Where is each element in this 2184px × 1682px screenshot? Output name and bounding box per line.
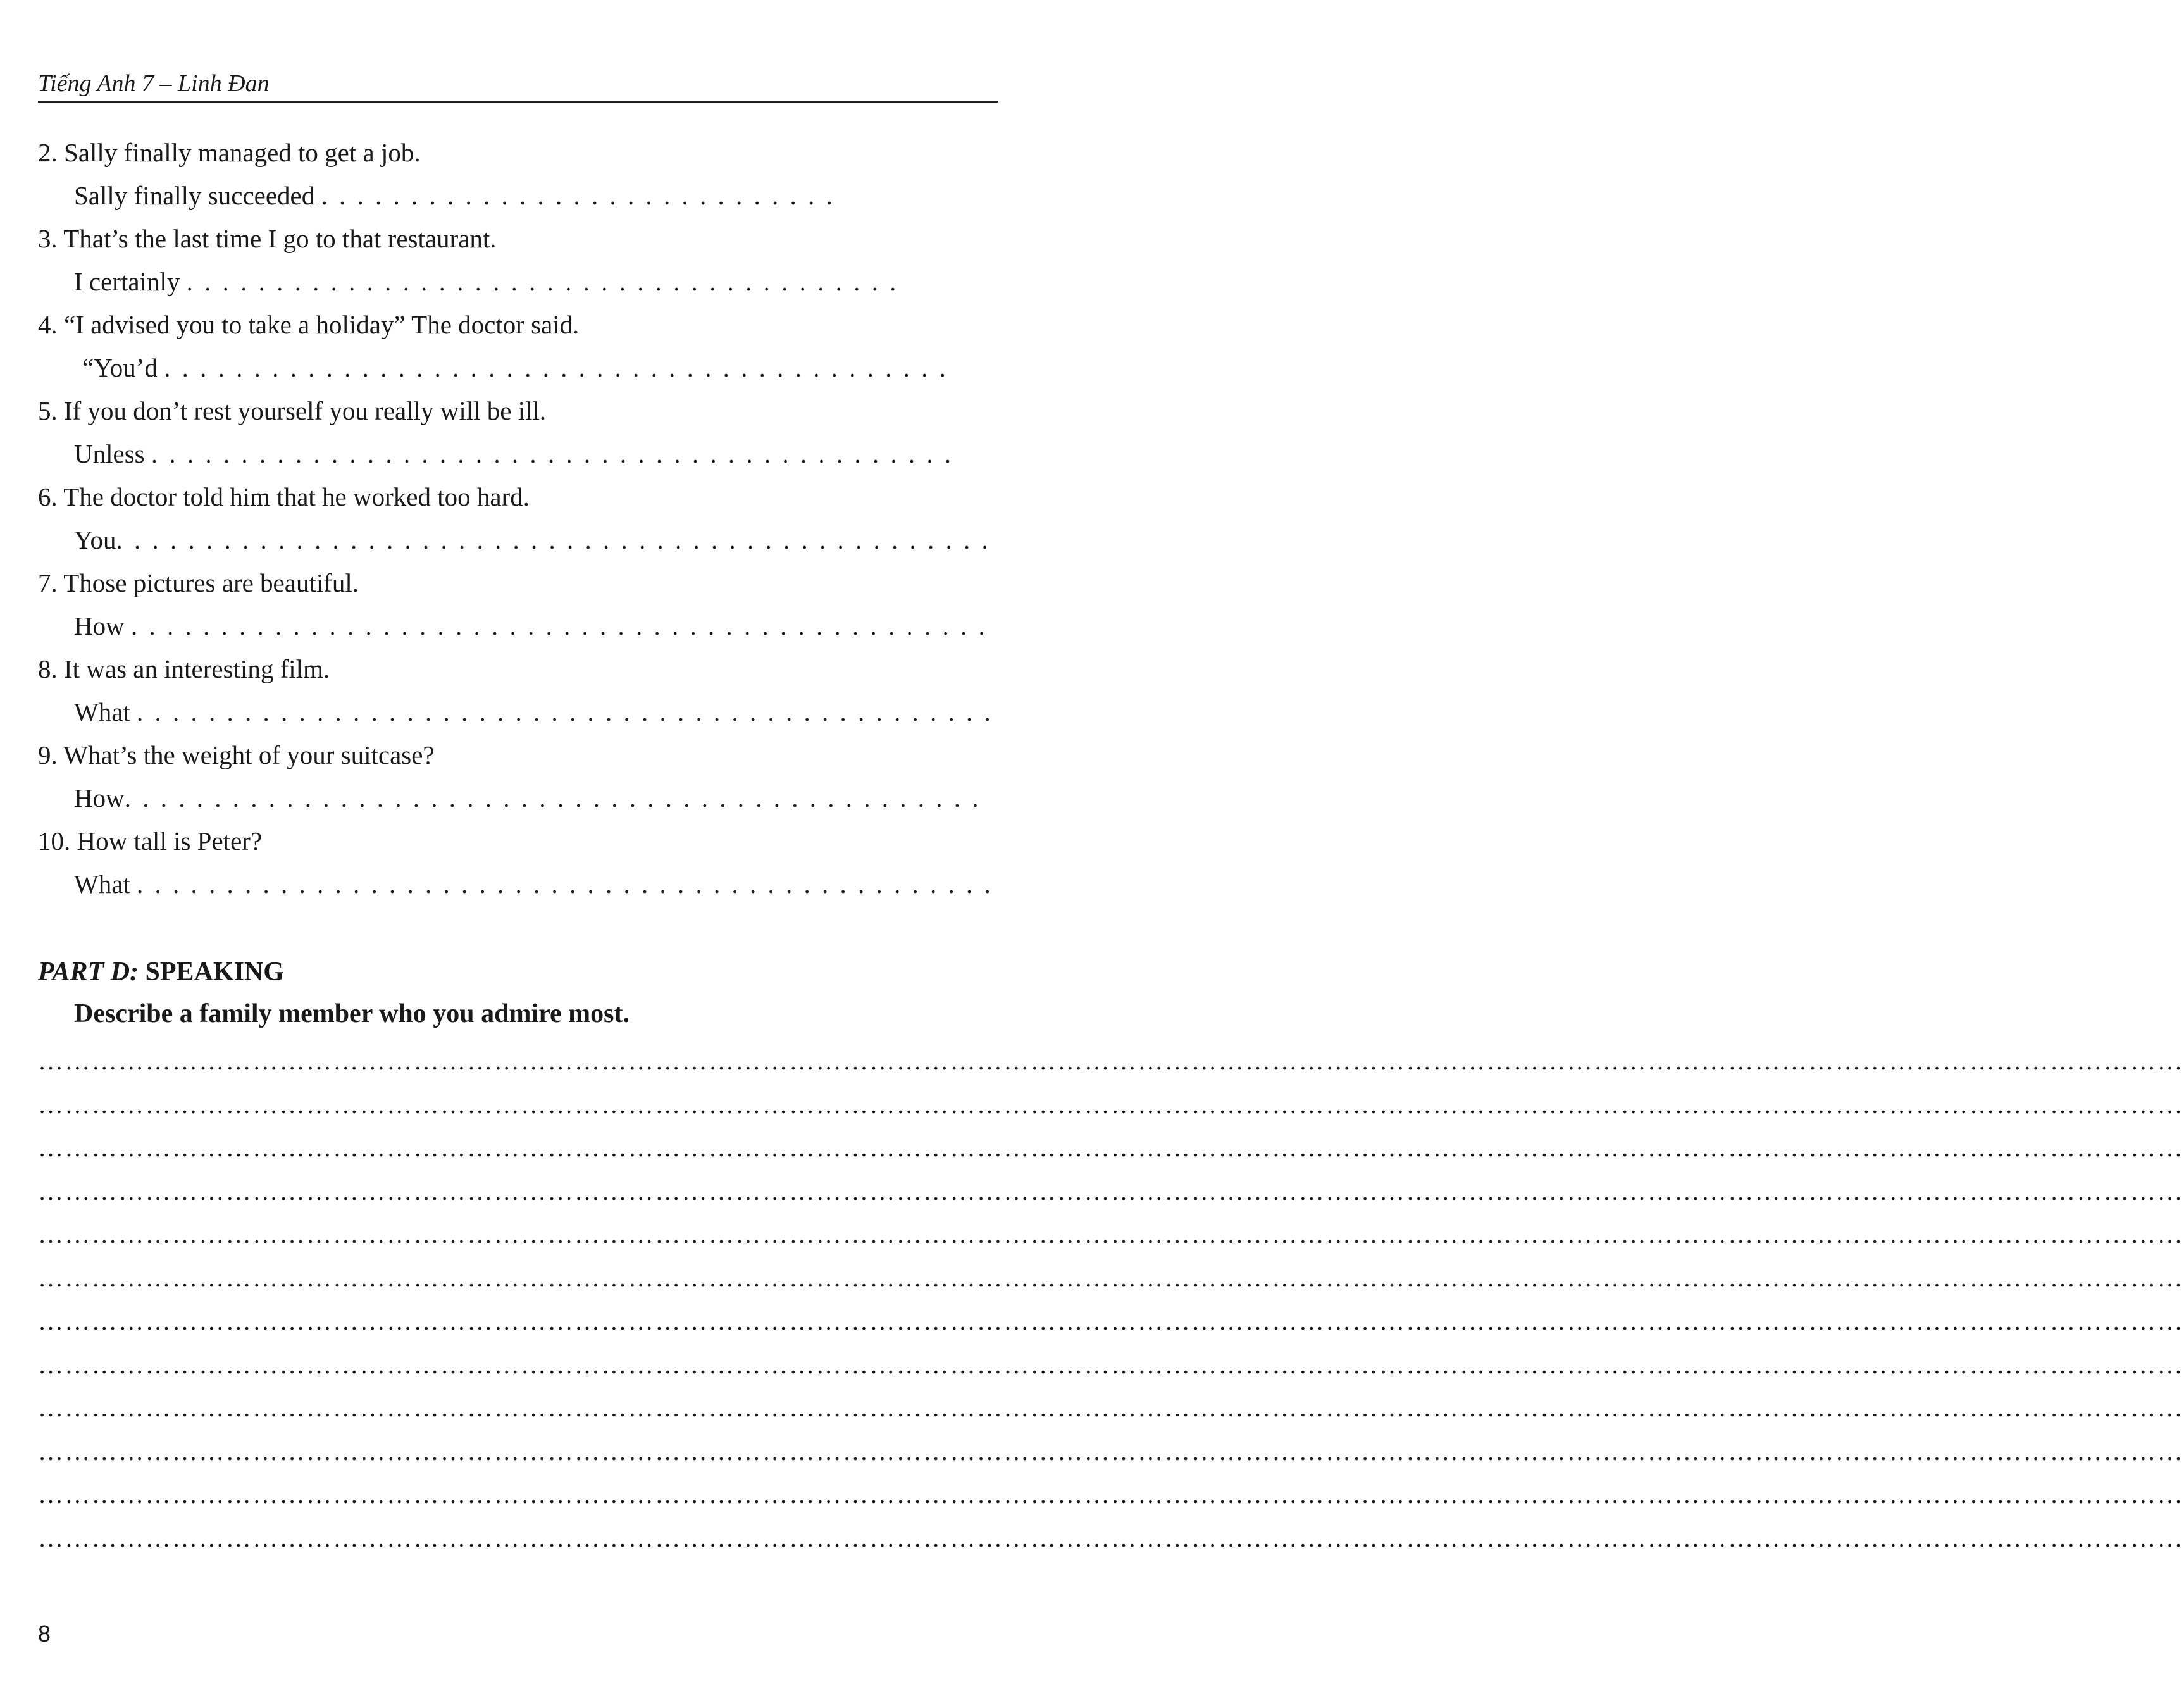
answer-line bbox=[38, 694, 1000, 737]
writing-line: …………………………………………………………………………………………………………………………………………………………………………………………………………………… bbox=[38, 1090, 2184, 1119]
answer-start: You bbox=[74, 525, 116, 554]
answer-line bbox=[38, 780, 1000, 823]
answer-start: I certainly bbox=[74, 267, 180, 296]
answer-blank: . . . . . . . . . . . . . . . . . . . . . . . . . . . . . . . . . . . . . . . . . . . . . . . . bbox=[130, 611, 988, 640]
part-d-label: PART D: bbox=[38, 957, 139, 987]
prompt-text: 4. “I advised you to take a holiday” The doctor said. bbox=[38, 310, 580, 339]
answer-line bbox=[38, 350, 1000, 393]
writing-line: …………………………………………………………………………………………………………………………………………………………………………………………………………………… bbox=[38, 1263, 2184, 1292]
answer-blank: . . . . . . . . . . . . . . . . . . . . . . . . . . . . . bbox=[321, 181, 835, 210]
writing-line: …………………………………………………………………………………………………………………………………………………………………………………………………………………… bbox=[38, 1047, 2184, 1075]
answer-start: What bbox=[74, 869, 130, 899]
writing-line: …………………………………………………………………………………………………………………………………………………………………………………………………………………… bbox=[38, 1480, 2184, 1509]
answer-blank: . . . . . . . . . . . . . . . . . . . . . . . . . . . . . . . . . . . . . . . . . . . . . . . . bbox=[137, 869, 993, 899]
exercise-prompt bbox=[38, 479, 1000, 522]
prompt-text: 8. It was an interesting film. bbox=[38, 654, 330, 683]
rewrite-exercise bbox=[38, 135, 1000, 909]
exercise-prompt bbox=[38, 135, 1000, 178]
running-header: Tiếng Anh 7 – Linh Đan bbox=[38, 70, 270, 97]
prompt-text: 10. How tall is Peter? bbox=[38, 826, 263, 856]
exercise-prompt bbox=[38, 565, 1000, 608]
answer-line bbox=[38, 436, 1000, 479]
exercise-prompt bbox=[38, 393, 1000, 436]
writing-line: …………………………………………………………………………………………………………………………………………………………………………………………………………………… bbox=[38, 1220, 2184, 1249]
exercise-prompt bbox=[38, 307, 1000, 350]
answer-line bbox=[38, 264, 1000, 307]
answer-start: “You’d bbox=[82, 353, 158, 382]
writing-line: …………………………………………………………………………………………………………………………………………………………………………………………………………………… bbox=[38, 1436, 2184, 1466]
answer-line bbox=[38, 608, 1000, 651]
part-d-title: SPEAKING bbox=[145, 957, 284, 987]
answer-start: Sally finally succeeded bbox=[74, 181, 315, 210]
exercise-prompt bbox=[38, 651, 1000, 694]
answer-start: How bbox=[74, 611, 125, 640]
answer-start: What bbox=[74, 697, 130, 726]
speaking-prompt: Describe a family member who you admire most. bbox=[74, 999, 630, 1028]
prompt-text: 7. Those pictures are beautiful. bbox=[38, 568, 359, 597]
header-divider bbox=[38, 101, 998, 103]
writing-line: …………………………………………………………………………………………………………………………………………………………………………………………………………………… bbox=[38, 1350, 2184, 1379]
answer-blank: . . . . . . . . . . . . . . . . . . . . . . . . . . . . . . . . . . . . . . . . . . . . . . . . . bbox=[116, 525, 991, 554]
answer-start: Unless bbox=[74, 439, 145, 468]
part-d-heading bbox=[38, 954, 284, 990]
exercise-prompt bbox=[38, 737, 1000, 780]
answer-line bbox=[38, 866, 1000, 909]
answer-start: How bbox=[74, 783, 125, 813]
writing-line: …………………………………………………………………………………………………………………………………………………………………………………………………………………… bbox=[38, 1133, 2184, 1162]
answer-blank: . . . . . . . . . . . . . . . . . . . . . . . . . . . . . . . . . . . . . . . . . . . . . bbox=[151, 439, 954, 468]
prompt-text: 2. Sally finally managed to get a job. bbox=[38, 138, 421, 167]
prompt-text: 5. If you don’t rest yourself you really will be ill. bbox=[38, 396, 547, 425]
answer-blank: . . . . . . . . . . . . . . . . . . . . . . . . . . . . . . . . . . . . . . . . . . . . bbox=[164, 353, 948, 382]
prompt-text: 3. That’s the last time I go to that restaurant. bbox=[38, 224, 497, 253]
prompt-text: 6. The doctor told him that he worked too hard. bbox=[38, 482, 530, 511]
prompt-text: 9. What’s the weight of your suitcase? bbox=[38, 740, 435, 769]
writing-line: …………………………………………………………………………………………………………………………………………………………………………………………………………………… bbox=[38, 1393, 2184, 1422]
answer-blank: . . . . . . . . . . . . . . . . . . . . . . . . . . . . . . . . . . . . . . . . . . . . . . . . bbox=[137, 697, 993, 726]
writing-line: …………………………………………………………………………………………………………………………………………………………………………………………………………………… bbox=[38, 1307, 2184, 1335]
answer-line bbox=[38, 178, 1000, 221]
page-number: 8 bbox=[38, 1621, 51, 1647]
exercise-prompt bbox=[38, 221, 1000, 264]
answer-blank: . . . . . . . . . . . . . . . . . . . . . . . . . . . . . . . . . . . . . . . . . . . . . . . . bbox=[124, 783, 981, 813]
writing-area bbox=[38, 1040, 2184, 1560]
exercise-prompt bbox=[38, 823, 1000, 866]
answer-line bbox=[38, 522, 1000, 565]
writing-line: …………………………………………………………………………………………………………………………………………………………………………………………………………………… bbox=[38, 1523, 2184, 1552]
answer-blank: . . . . . . . . . . . . . . . . . . . . . . . . . . . . . . . . . . . . . . . . bbox=[186, 267, 899, 296]
writing-line: …………………………………………………………………………………………………………………………………………………………………………………………………………………… bbox=[38, 1176, 2184, 1205]
